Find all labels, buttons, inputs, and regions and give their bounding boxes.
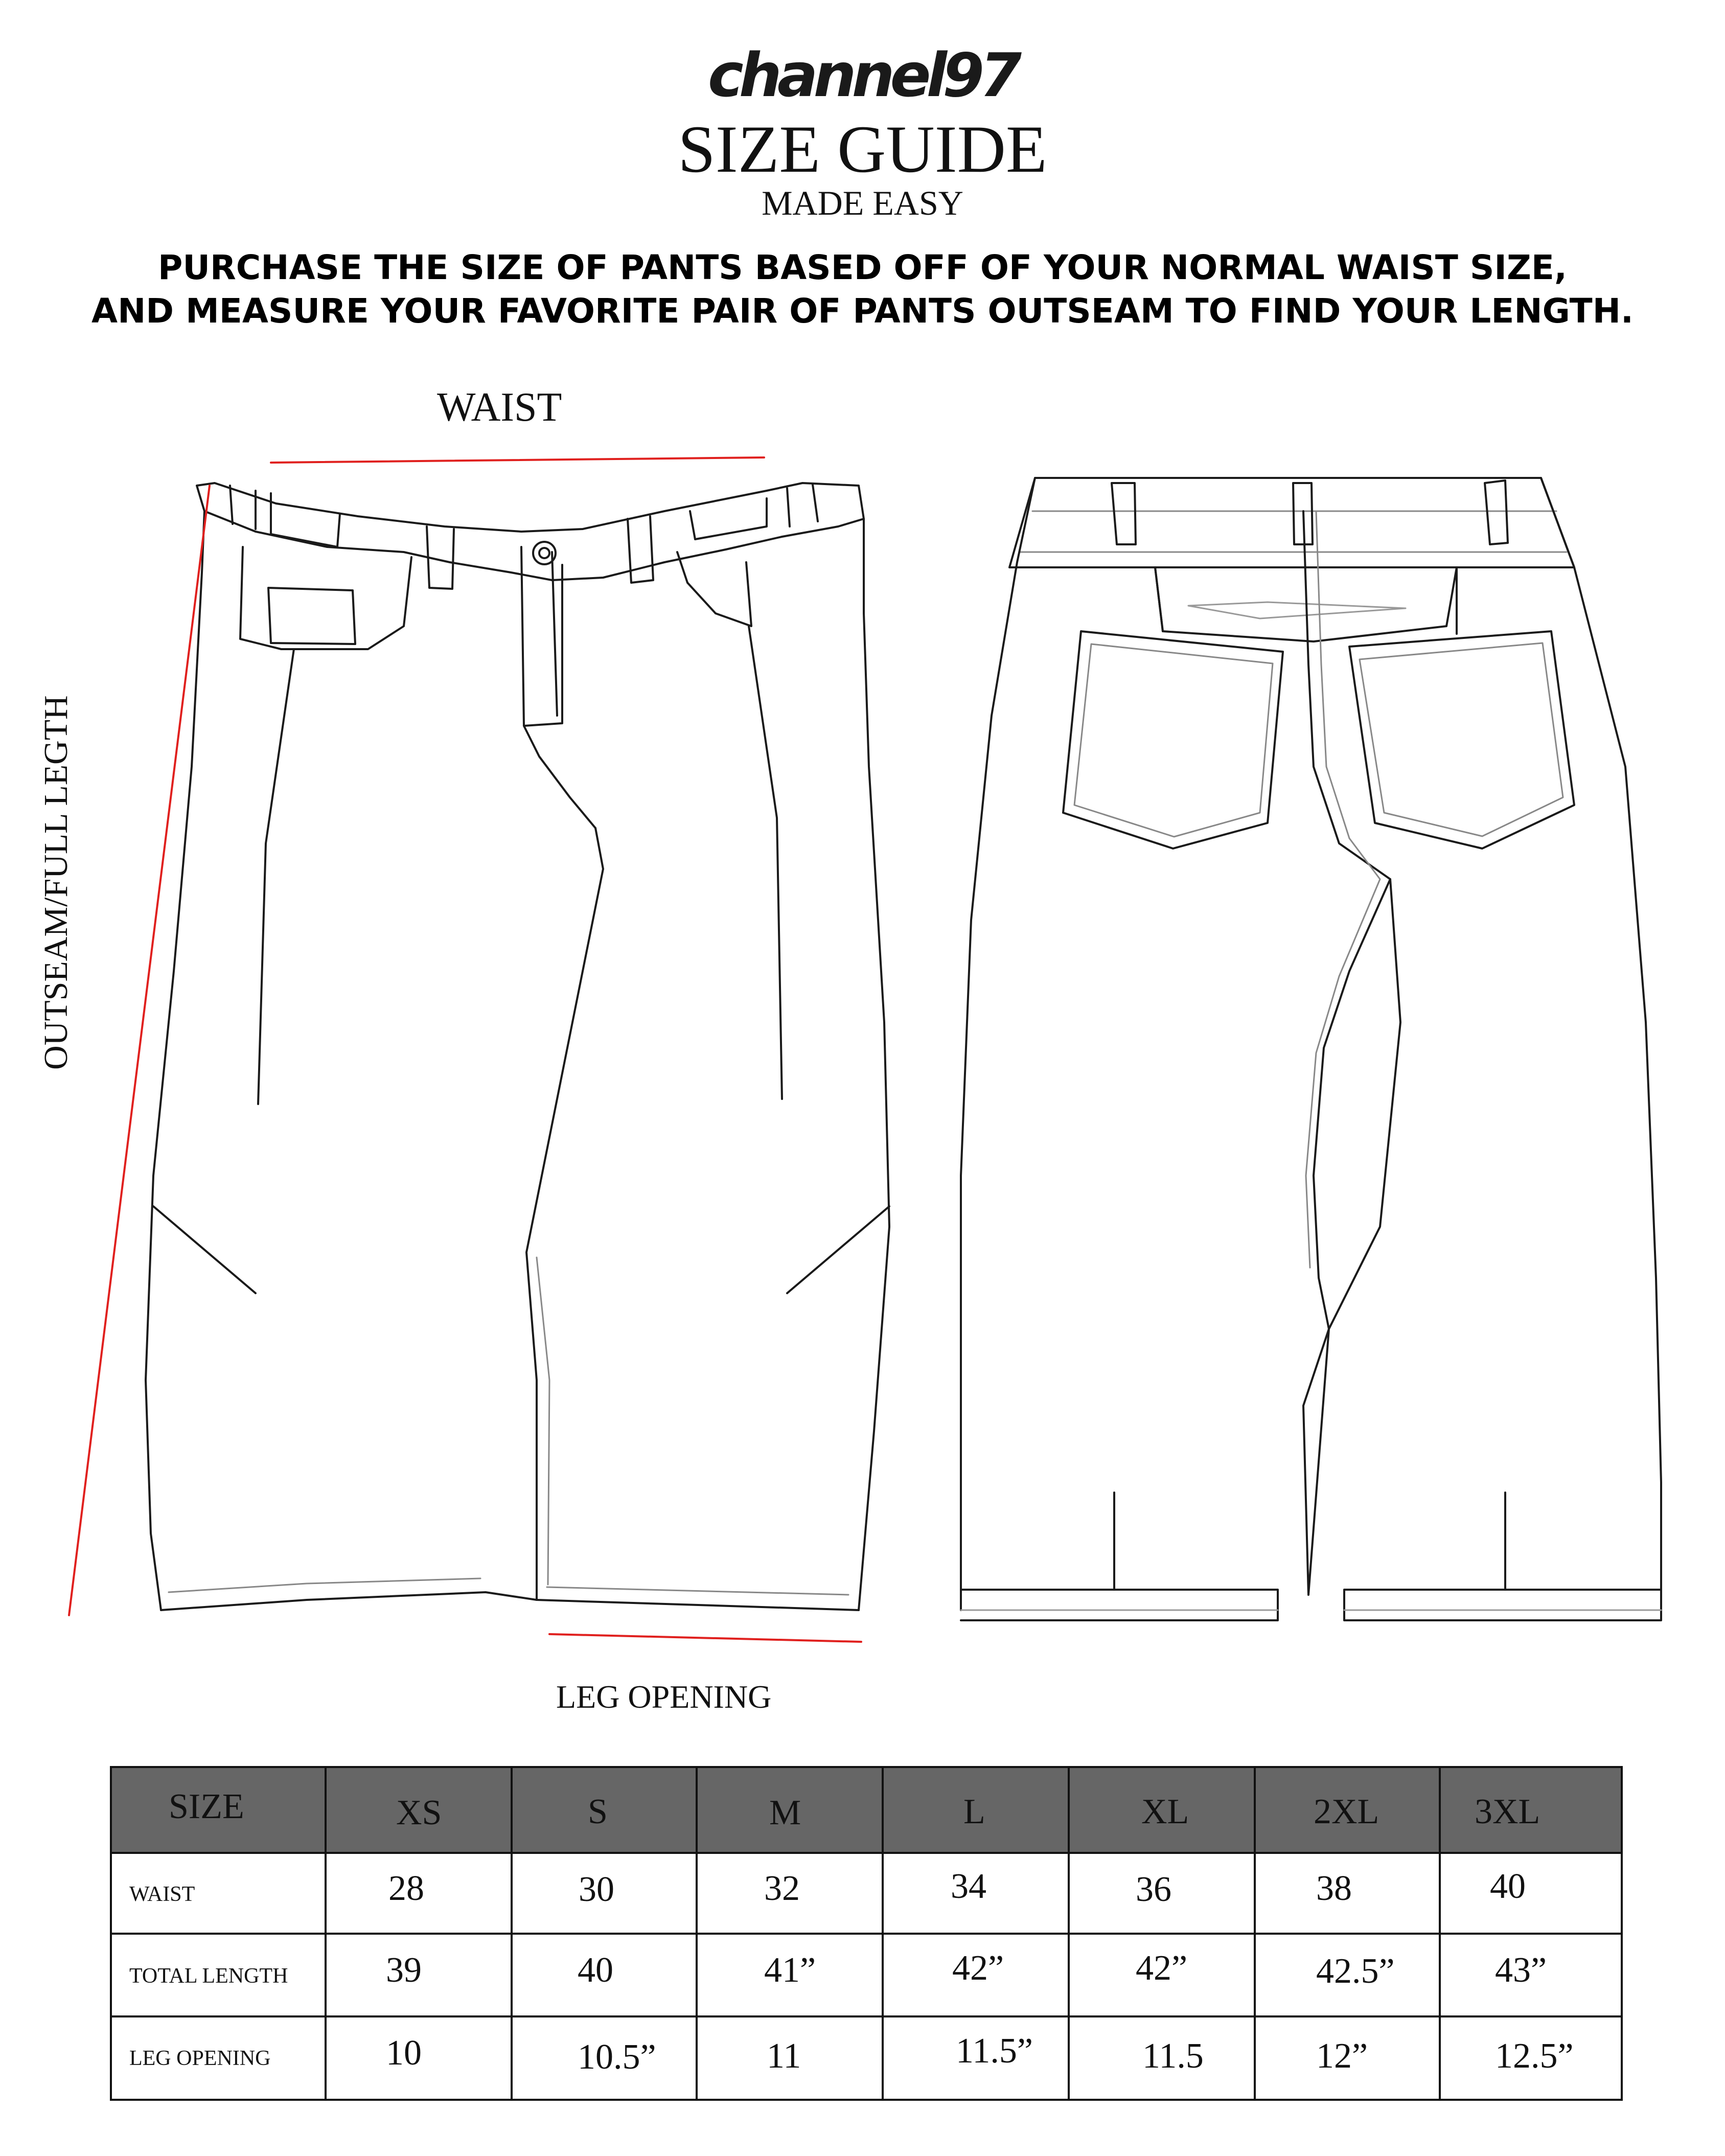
row-label-leg-opening: LEG OPENING	[129, 2047, 271, 2070]
table-header-xs: XS	[396, 1793, 442, 1832]
instruction-line-1: PURCHASE THE SIZE OF PANTS BASED OFF OF YOUR NORMAL WAIST SIZE,	[158, 248, 1567, 287]
table-header-2xl: 2XL	[1314, 1792, 1379, 1831]
leg-opening-label: LEG OPENING	[556, 1679, 772, 1715]
waist-measure-line	[271, 457, 764, 463]
brand-logo: channel97	[707, 40, 1018, 110]
table-cell: 10.5”	[578, 2037, 656, 2077]
table-header-l: L	[963, 1792, 985, 1831]
row-label-total-length: TOTAL LENGTH	[129, 1964, 288, 1988]
table-cell: 34	[951, 1867, 986, 1906]
leg-opening-measure-line	[549, 1634, 861, 1642]
back-pants-drawing	[961, 478, 1661, 1620]
table-cell: 11.5	[1142, 2036, 1204, 2076]
table-cell: 12.5”	[1495, 2036, 1574, 2076]
table-cell: 42.5”	[1316, 1952, 1395, 1991]
table-cell: 43”	[1495, 1951, 1547, 1990]
table-cell: 40	[1490, 1867, 1526, 1906]
table-header-size: SIZE	[169, 1787, 244, 1826]
waist-label: WAIST	[437, 385, 562, 430]
outseam-label: OUTSEAM/FULL LEGTH	[37, 695, 75, 1070]
table-header-xl: XL	[1141, 1792, 1189, 1831]
table-header-3xl: 3XL	[1475, 1792, 1540, 1831]
table-cell: 39	[386, 1951, 422, 1990]
table-cell: 40	[578, 1951, 613, 1990]
table-cell: 10	[386, 2033, 422, 2073]
table-cell: 42”	[1136, 1948, 1188, 1988]
instruction-line-2: AND MEASURE YOUR FAVORITE PAIR OF PANTS OUTSEAM TO FIND YOUR LENGTH.	[91, 291, 1634, 331]
front-pants-drawing	[146, 483, 889, 1610]
table-cell: 12”	[1316, 2036, 1368, 2076]
table-header-m: M	[769, 1793, 801, 1832]
table-cell: 30	[579, 1870, 614, 1909]
page-title: SIZE GUIDE	[678, 111, 1047, 187]
table-cell: 11.5”	[956, 2031, 1033, 2071]
page-subtitle: MADE EASY	[762, 184, 963, 222]
size-table-grid	[110, 1766, 1623, 2101]
table-cell: 36	[1136, 1870, 1171, 1909]
table-cell: 38	[1316, 1869, 1352, 1908]
table-header-s: S	[588, 1792, 608, 1831]
outseam-measure-line	[69, 486, 210, 1615]
size-table	[110, 1766, 1623, 2101]
table-cell: 32	[764, 1869, 800, 1908]
table-cell: 28	[388, 1869, 424, 1908]
table-cell: 11	[767, 2036, 801, 2076]
table-cell: 42”	[952, 1948, 1004, 1988]
row-label-waist: WAIST	[129, 1883, 195, 1906]
table-cell: 41”	[764, 1951, 816, 1990]
